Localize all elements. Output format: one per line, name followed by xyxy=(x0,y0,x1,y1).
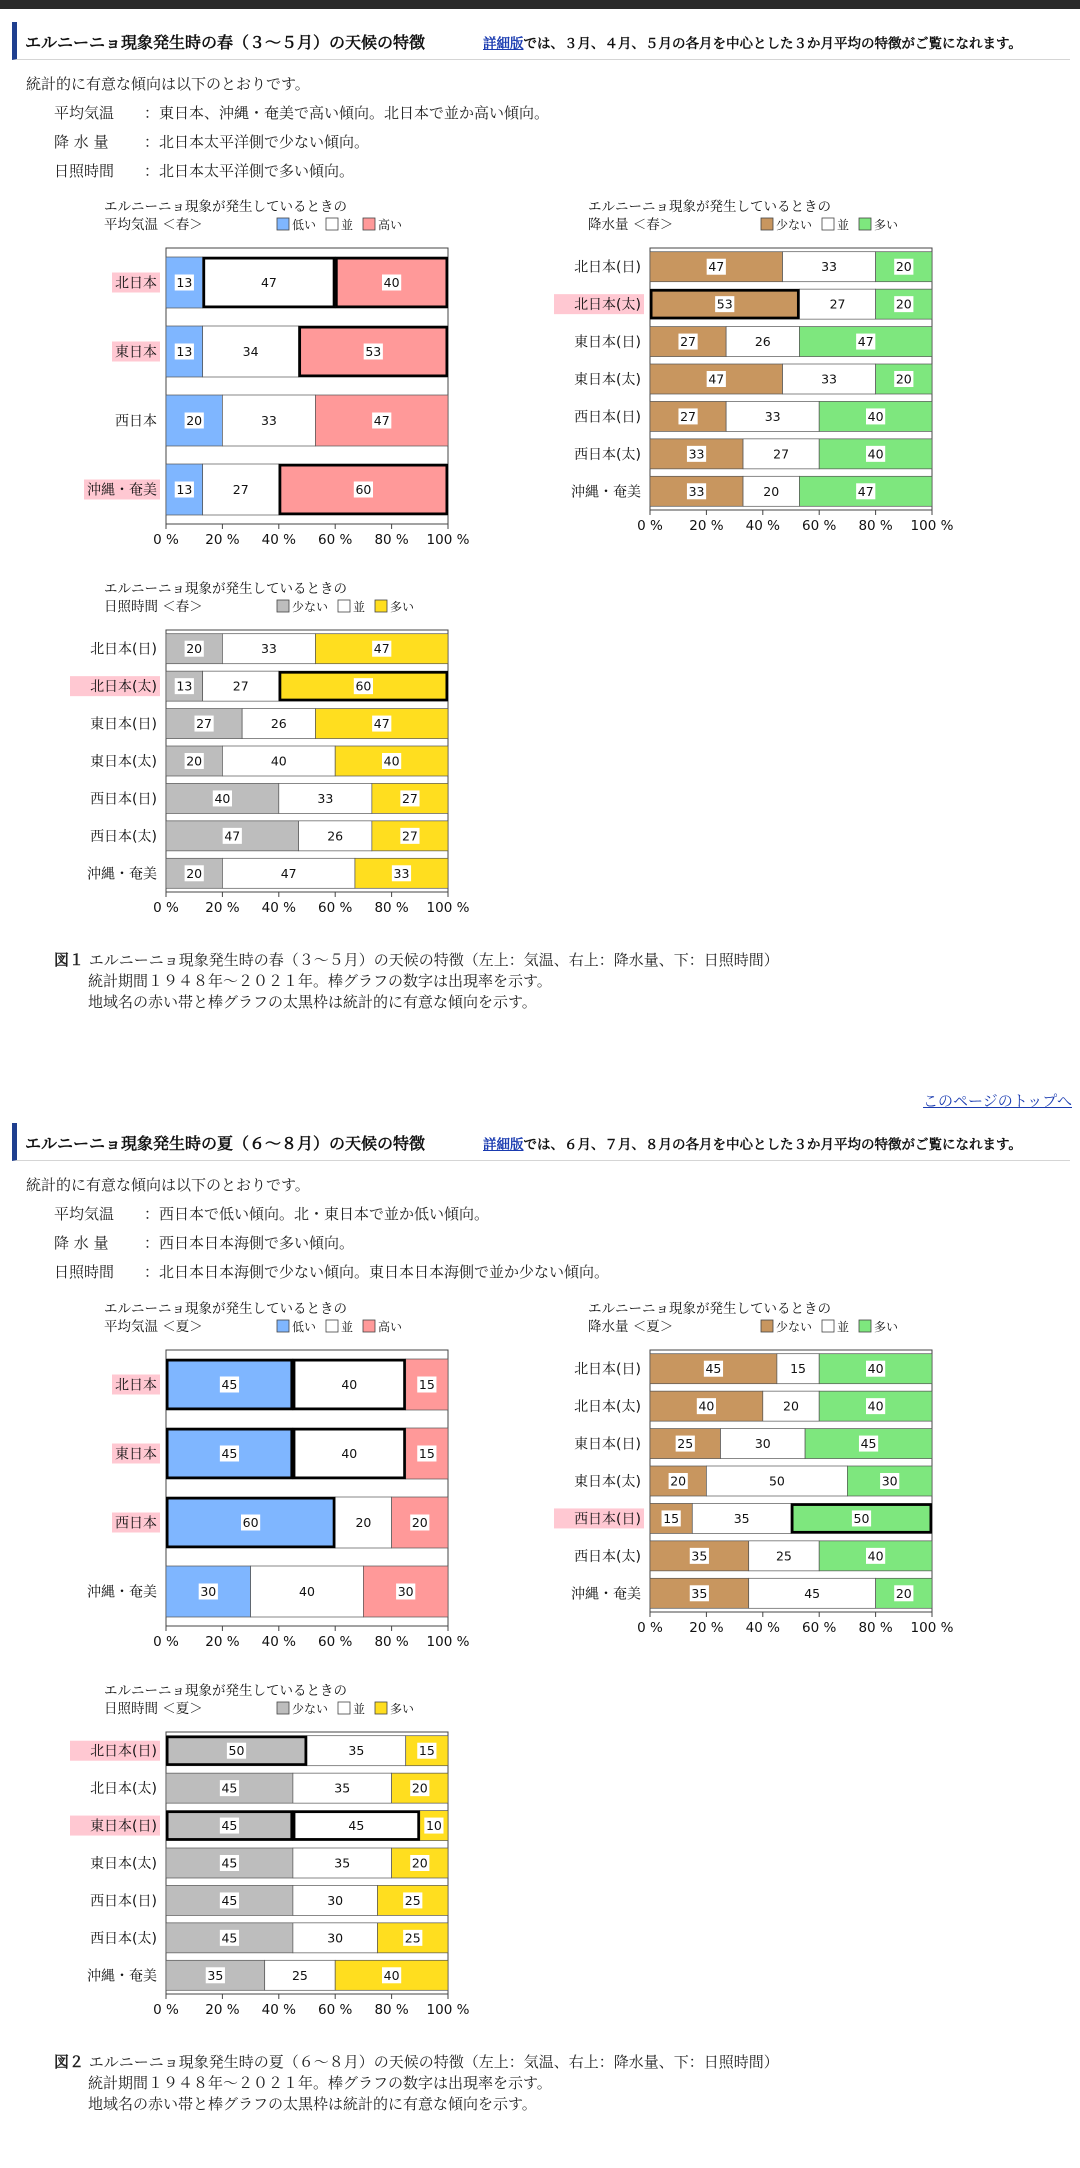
category-label: 北日本(太) xyxy=(574,1399,641,1416)
chart-svg xyxy=(60,1296,480,1656)
x-tick-label: 100 % xyxy=(426,532,470,548)
legend-label: 高い xyxy=(378,1320,403,1334)
legend-label: 多い xyxy=(874,218,899,232)
x-tick-label: 20 % xyxy=(689,518,724,534)
value-label: 53 xyxy=(716,296,733,312)
value-label: 20 xyxy=(186,865,203,881)
category-label: 沖縄・奄美 xyxy=(87,1584,157,1601)
chart-title-line2: 日照時間 ＜春＞ xyxy=(104,599,203,615)
legend-label: 低い xyxy=(292,218,317,232)
value-label: 13 xyxy=(176,344,193,359)
category-label: 北日本(日) xyxy=(90,641,157,658)
category-label: 沖縄・奄美 xyxy=(87,866,157,883)
legend-swatch xyxy=(859,218,871,230)
value-label: 40 xyxy=(867,1398,884,1414)
value-label: 40 xyxy=(383,1967,400,1983)
x-tick-label: 80 % xyxy=(374,900,409,916)
value-label: 33 xyxy=(688,483,705,499)
legend-label: 並 xyxy=(837,218,850,232)
legend-label: 少ない xyxy=(776,1320,813,1334)
legend-swatch xyxy=(363,218,375,230)
figure-caption-2 xyxy=(54,2052,779,2115)
x-tick-label: 40 % xyxy=(261,532,296,548)
value-label: 33 xyxy=(821,259,838,275)
legend-swatch xyxy=(859,1320,871,1332)
top-bar xyxy=(0,0,1080,9)
value-label: 45 xyxy=(804,1585,821,1601)
legend-label: 並 xyxy=(353,600,366,614)
legend-swatch xyxy=(277,1320,289,1332)
category-label: 西日本(太) xyxy=(90,828,157,845)
legend-label: 少ない xyxy=(776,218,813,232)
legend-swatch xyxy=(375,1702,387,1714)
value-label: 15 xyxy=(418,1377,435,1392)
value-label: 20 xyxy=(411,1780,428,1796)
x-tick-label: 0 % xyxy=(153,900,179,916)
value-label: 27 xyxy=(401,828,418,844)
category-label: 北日本 xyxy=(115,1377,157,1394)
value-label: 47 xyxy=(224,828,241,844)
section-title: エルニーニョ現象発生時の夏（６～８月）の天候の特徴 xyxy=(25,1134,426,1153)
x-tick-label: 40 % xyxy=(261,1634,296,1650)
category-label: 北日本(日) xyxy=(574,1361,641,1378)
trend-text: ：西日本で低い傾向。北・東日本で並か低い傾向。 xyxy=(144,1205,490,1223)
value-label: 35 xyxy=(348,1743,365,1759)
value-label: 47 xyxy=(708,259,725,275)
category-label: 東日本 xyxy=(115,1446,157,1463)
figure-caption-1 xyxy=(54,950,779,1013)
x-tick-label: 100 % xyxy=(426,2002,470,2018)
category-label: 沖縄・奄美 xyxy=(87,1968,157,1985)
value-label: 50 xyxy=(768,1473,785,1489)
x-tick-label: 20 % xyxy=(205,532,240,548)
value-label: 30 xyxy=(327,1930,344,1946)
trend-label: 日照時間 xyxy=(54,162,115,180)
value-label: 50 xyxy=(228,1743,245,1759)
legend-swatch xyxy=(277,218,289,230)
category-label: 西日本(日) xyxy=(90,1893,157,1910)
value-label: 33 xyxy=(260,641,277,657)
value-label: 26 xyxy=(754,334,771,350)
legend-swatch xyxy=(822,218,834,230)
trend-label: 平均気温 xyxy=(54,104,115,122)
value-label: 25 xyxy=(677,1436,694,1452)
value-label: 33 xyxy=(317,790,334,806)
trend-sunshine xyxy=(54,160,354,181)
value-label: 47 xyxy=(857,334,874,350)
value-label: 35 xyxy=(733,1510,750,1526)
category-label: 北日本(太) xyxy=(574,297,641,314)
value-label: 15 xyxy=(663,1510,680,1526)
caption-line xyxy=(54,2053,779,2071)
legend-swatch xyxy=(338,1702,350,1714)
x-tick-label: 0 % xyxy=(153,1634,179,1650)
trend-text: ：北日本太平洋側で少ない傾向。 xyxy=(144,133,370,151)
section-header-summer xyxy=(12,1123,1070,1161)
value-label: 20 xyxy=(186,641,203,657)
value-label: 13 xyxy=(176,482,193,497)
category-label: 東日本 xyxy=(115,344,157,361)
chart-title-line2: 平均気温 ＜春＞ xyxy=(104,217,203,233)
x-tick-label: 40 % xyxy=(745,518,780,534)
category-label: 西日本(日) xyxy=(90,791,157,808)
value-label: 27 xyxy=(773,446,790,462)
x-tick-label: 40 % xyxy=(261,900,296,916)
legend-label: 少ない xyxy=(292,1702,329,1716)
value-label: 10 xyxy=(425,1818,442,1834)
value-label: 15 xyxy=(418,1446,435,1461)
legend-swatch xyxy=(761,218,773,230)
trend-text: ：東日本、沖縄・奄美で高い傾向。北日本で並か高い傾向。 xyxy=(144,104,550,122)
legend-swatch xyxy=(375,600,387,612)
figure-number: 図１ xyxy=(54,951,85,969)
trend-intro: 統計的に有意な傾向は以下のとおりです。 xyxy=(26,1176,310,1194)
value-label: 47 xyxy=(373,716,390,732)
value-label: 34 xyxy=(242,344,259,359)
chart-title-line1: エルニーニョ現象が発生しているときの xyxy=(104,1301,347,1317)
legend-label: 多い xyxy=(390,1702,415,1716)
value-label: 47 xyxy=(280,865,297,881)
x-tick-label: 80 % xyxy=(374,2002,409,2018)
value-label: 26 xyxy=(327,828,344,844)
value-label: 40 xyxy=(867,1361,884,1377)
value-label: 45 xyxy=(348,1818,365,1834)
trend-text: ：北日本日本海側で少ない傾向。東日本日本海側で並か少ない傾向。 xyxy=(144,1263,610,1281)
section-note-text: では、６月、７月、８月の各月を中心とした３か月平均の特徴がご覧になれます。 xyxy=(523,1137,1022,1153)
category-label: 西日本(太) xyxy=(574,446,641,463)
category-label: 西日本(日) xyxy=(574,1511,641,1528)
value-label: 20 xyxy=(895,1585,912,1601)
caption-line: 統計期間１９４８年～２０２１年。棒グラフの数字は出現率を示す。 xyxy=(88,2074,552,2092)
category-label: 沖縄・奄美 xyxy=(571,484,641,501)
value-label: 35 xyxy=(691,1585,708,1601)
category-label: 北日本(太) xyxy=(90,1781,157,1798)
value-label: 45 xyxy=(221,1818,238,1834)
value-label: 20 xyxy=(186,753,203,769)
value-label: 33 xyxy=(260,413,277,428)
legend-swatch xyxy=(326,1320,338,1332)
x-tick-label: 20 % xyxy=(205,2002,240,2018)
value-label: 40 xyxy=(867,1548,884,1564)
value-label: 27 xyxy=(196,716,213,732)
trend-intro: 統計的に有意な傾向は以下のとおりです。 xyxy=(26,75,310,93)
x-tick-label: 100 % xyxy=(426,900,470,916)
chart-title-line1: エルニーニョ現象が発生しているときの xyxy=(588,1301,831,1317)
category-label: 東日本(日) xyxy=(574,1436,641,1453)
x-tick-label: 100 % xyxy=(910,518,954,534)
chart-title-line2: 日照時間 ＜夏＞ xyxy=(104,1701,203,1717)
chart-svg xyxy=(60,194,480,554)
value-label: 40 xyxy=(867,408,884,424)
value-label: 47 xyxy=(260,275,277,290)
value-label: 40 xyxy=(341,1377,358,1392)
value-label: 47 xyxy=(857,483,874,499)
value-label: 45 xyxy=(221,1780,238,1796)
legend-swatch xyxy=(363,1320,375,1332)
legend-label: 並 xyxy=(837,1320,850,1334)
chart-spring-sunshine xyxy=(60,576,480,936)
legend-label: 並 xyxy=(341,218,354,232)
value-label: 20 xyxy=(411,1515,428,1530)
value-label: 25 xyxy=(404,1930,421,1946)
x-tick-label: 0 % xyxy=(637,518,663,534)
legend-swatch xyxy=(338,600,350,612)
legend-label: 低い xyxy=(292,1320,317,1334)
value-label: 33 xyxy=(821,371,838,387)
section-note-text: では、３月、４月、５月の各月を中心とした３か月平均の特徴がご覧になれます。 xyxy=(523,36,1022,52)
chart-title-line2: 平均気温 ＜夏＞ xyxy=(104,1319,203,1335)
x-tick-label: 0 % xyxy=(637,1620,663,1636)
value-label: 27 xyxy=(829,296,846,312)
category-label: 東日本(日) xyxy=(90,1818,157,1835)
value-label: 27 xyxy=(232,482,249,497)
chart-spring-precipitation xyxy=(544,194,964,554)
x-tick-label: 20 % xyxy=(689,1620,724,1636)
value-label: 40 xyxy=(214,790,231,806)
value-label: 40 xyxy=(867,446,884,462)
trend-label: 降 水 量 xyxy=(54,133,109,151)
value-label: 27 xyxy=(680,408,697,424)
caption-line xyxy=(54,951,779,969)
value-label: 33 xyxy=(764,408,781,424)
value-label: 47 xyxy=(373,413,390,428)
category-label: 西日本(太) xyxy=(574,1548,641,1565)
section-header-spring xyxy=(12,22,1070,60)
value-label: 45 xyxy=(221,1446,238,1461)
chart-title-line1: エルニーニョ現象が発生しているときの xyxy=(104,199,347,215)
x-tick-label: 60 % xyxy=(802,1620,837,1636)
value-label: 20 xyxy=(783,1398,799,1414)
chart-summer-sunshine xyxy=(60,1678,480,2038)
value-label: 40 xyxy=(698,1398,715,1414)
category-label: 西日本(太) xyxy=(90,1930,157,1947)
x-tick-label: 60 % xyxy=(318,2002,353,2018)
value-label: 15 xyxy=(418,1743,435,1759)
chart-summer-temperature xyxy=(60,1296,480,1656)
trend-label: 平均気温 xyxy=(54,1205,115,1223)
value-label: 20 xyxy=(895,296,912,312)
trend-temp xyxy=(54,102,549,123)
chart-svg xyxy=(544,194,964,554)
x-tick-label: 80 % xyxy=(374,532,409,548)
trend-sunshine xyxy=(54,1261,609,1282)
legend-swatch xyxy=(277,1702,289,1714)
value-label: 60 xyxy=(355,482,372,497)
category-label: 西日本(日) xyxy=(574,409,641,426)
chart-title-line1: エルニーニョ現象が発生しているときの xyxy=(588,199,831,215)
value-label: 35 xyxy=(691,1548,708,1564)
value-label: 27 xyxy=(401,790,418,806)
legend-label: 多い xyxy=(390,600,415,614)
value-label: 27 xyxy=(680,334,697,350)
category-label: 東日本(日) xyxy=(574,334,641,351)
value-label: 15 xyxy=(790,1361,807,1377)
value-label: 60 xyxy=(242,1515,259,1530)
value-label: 20 xyxy=(355,1515,372,1530)
value-label: 33 xyxy=(688,446,705,462)
legend-swatch xyxy=(761,1320,773,1332)
category-label: 北日本 xyxy=(115,275,157,292)
category-label: 東日本(日) xyxy=(90,716,157,733)
x-tick-label: 60 % xyxy=(802,518,837,534)
chart-svg xyxy=(60,576,480,936)
section-note xyxy=(483,32,1022,52)
x-tick-label: 80 % xyxy=(374,1634,409,1650)
trend-temp xyxy=(54,1203,489,1224)
x-tick-label: 60 % xyxy=(318,1634,353,1650)
section-note xyxy=(483,1133,1022,1153)
value-label: 30 xyxy=(881,1473,898,1489)
chart-title-line1: エルニーニョ現象が発生しているときの xyxy=(104,1683,347,1699)
value-label: 53 xyxy=(365,344,382,359)
category-label: 沖縄・奄美 xyxy=(87,482,157,499)
value-label: 40 xyxy=(383,275,400,290)
x-tick-label: 100 % xyxy=(910,1620,954,1636)
section-title: エルニーニョ現象発生時の春（３～５月）の天候の特徴 xyxy=(25,33,426,52)
value-label: 30 xyxy=(200,1584,217,1599)
value-label: 35 xyxy=(334,1855,351,1871)
category-label: 西日本 xyxy=(115,1515,157,1532)
detail-link[interactable]: 詳細版 xyxy=(483,1137,524,1153)
trend-label: 降 水 量 xyxy=(54,1234,109,1252)
x-tick-label: 20 % xyxy=(205,900,240,916)
value-label: 20 xyxy=(670,1473,687,1489)
category-label: 西日本 xyxy=(115,413,157,430)
trend-precip xyxy=(54,131,369,152)
caption-text: エルニーニョ現象発生時の夏（６～８月）の天候の特徴（左上：気温、右上：降水量、下：日照時間） xyxy=(88,2053,779,2071)
value-label: 30 xyxy=(327,1892,344,1908)
category-label: 東日本(太) xyxy=(90,1856,157,1872)
value-label: 26 xyxy=(270,716,287,732)
figure-number: 図２ xyxy=(54,2053,85,2071)
x-tick-label: 80 % xyxy=(858,518,893,534)
x-tick-label: 0 % xyxy=(153,532,179,548)
category-label: 東日本(太) xyxy=(574,372,641,388)
x-tick-label: 20 % xyxy=(205,1634,240,1650)
x-tick-label: 40 % xyxy=(745,1620,780,1636)
chart-svg xyxy=(544,1296,964,1656)
legend-swatch xyxy=(326,218,338,230)
caption-text: エルニーニョ現象発生時の春（３～５月）の天候の特徴（左上：気温、右上：降水量、下：日照時間） xyxy=(88,951,779,969)
value-label: 20 xyxy=(895,371,912,387)
legend-label: 高い xyxy=(378,218,403,232)
value-label: 45 xyxy=(221,1855,238,1871)
caption-line: 統計期間１９４８年～２０２１年。棒グラフの数字は出現率を示す。 xyxy=(88,972,552,990)
x-tick-label: 60 % xyxy=(318,900,353,916)
value-label: 13 xyxy=(176,275,193,290)
value-label: 45 xyxy=(705,1361,722,1377)
chart-title-line2: 降水量 ＜夏＞ xyxy=(588,1319,674,1335)
chart-svg xyxy=(60,1678,480,2038)
x-tick-label: 100 % xyxy=(426,1634,470,1650)
value-label: 47 xyxy=(373,641,390,657)
value-label: 45 xyxy=(221,1377,238,1392)
chart-spring-temperature xyxy=(60,194,480,554)
value-label: 60 xyxy=(355,678,372,694)
category-label: 北日本(日) xyxy=(574,259,641,276)
value-label: 40 xyxy=(341,1446,358,1461)
value-label: 25 xyxy=(775,1548,792,1564)
value-label: 27 xyxy=(232,678,249,694)
caption-line: 地域名の赤い帯と棒グラフの太黒枠は統計的に有意な傾向を示す。 xyxy=(88,993,537,1011)
legend-label: 並 xyxy=(353,1702,366,1716)
legend-swatch xyxy=(277,600,289,612)
category-label: 北日本(太) xyxy=(90,679,157,696)
trend-label: 日照時間 xyxy=(54,1263,115,1281)
page-top-link[interactable]: このページのトップへ xyxy=(923,1092,1072,1110)
value-label: 25 xyxy=(404,1892,421,1908)
x-tick-label: 80 % xyxy=(858,1620,893,1636)
value-label: 20 xyxy=(186,413,203,428)
category-label: 沖縄・奄美 xyxy=(571,1586,641,1603)
detail-link[interactable]: 詳細版 xyxy=(483,36,524,52)
value-label: 45 xyxy=(221,1892,238,1908)
value-label: 20 xyxy=(763,483,780,499)
trend-text: ：西日本日本海側で多い傾向。 xyxy=(144,1234,355,1252)
legend-label: 少ない xyxy=(292,600,329,614)
category-label: 東日本(太) xyxy=(90,754,157,770)
value-label: 35 xyxy=(207,1967,224,1983)
x-tick-label: 0 % xyxy=(153,2002,179,2018)
trend-text: ：北日本太平洋側で多い傾向。 xyxy=(144,162,355,180)
value-label: 47 xyxy=(708,371,725,387)
legend-swatch xyxy=(822,1320,834,1332)
x-tick-label: 60 % xyxy=(318,532,353,548)
x-tick-label: 40 % xyxy=(261,2002,296,2018)
value-label: 40 xyxy=(270,753,287,769)
value-label: 40 xyxy=(299,1584,315,1599)
caption-line: 地域名の赤い帯と棒グラフの太黒枠は統計的に有意な傾向を示す。 xyxy=(88,2095,537,2113)
value-label: 30 xyxy=(754,1436,771,1452)
value-label: 13 xyxy=(176,678,193,694)
value-label: 25 xyxy=(291,1967,308,1983)
chart-title-line2: 降水量 ＜春＞ xyxy=(588,217,674,233)
chart-title-line1: エルニーニョ現象が発生しているときの xyxy=(104,581,347,597)
legend-label: 並 xyxy=(341,1320,354,1334)
value-label: 45 xyxy=(221,1930,238,1946)
value-label: 33 xyxy=(393,865,410,881)
legend-label: 多い xyxy=(874,1320,899,1334)
value-label: 35 xyxy=(334,1780,351,1796)
trend-precip xyxy=(54,1232,354,1253)
value-label: 30 xyxy=(397,1584,414,1599)
value-label: 45 xyxy=(860,1436,877,1452)
chart-summer-precipitation xyxy=(544,1296,964,1656)
value-label: 50 xyxy=(853,1510,870,1526)
value-label: 20 xyxy=(895,259,912,275)
value-label: 40 xyxy=(383,753,400,769)
category-label: 東日本(太) xyxy=(574,1474,641,1490)
value-label: 20 xyxy=(411,1855,428,1871)
category-label: 北日本(日) xyxy=(90,1743,157,1760)
